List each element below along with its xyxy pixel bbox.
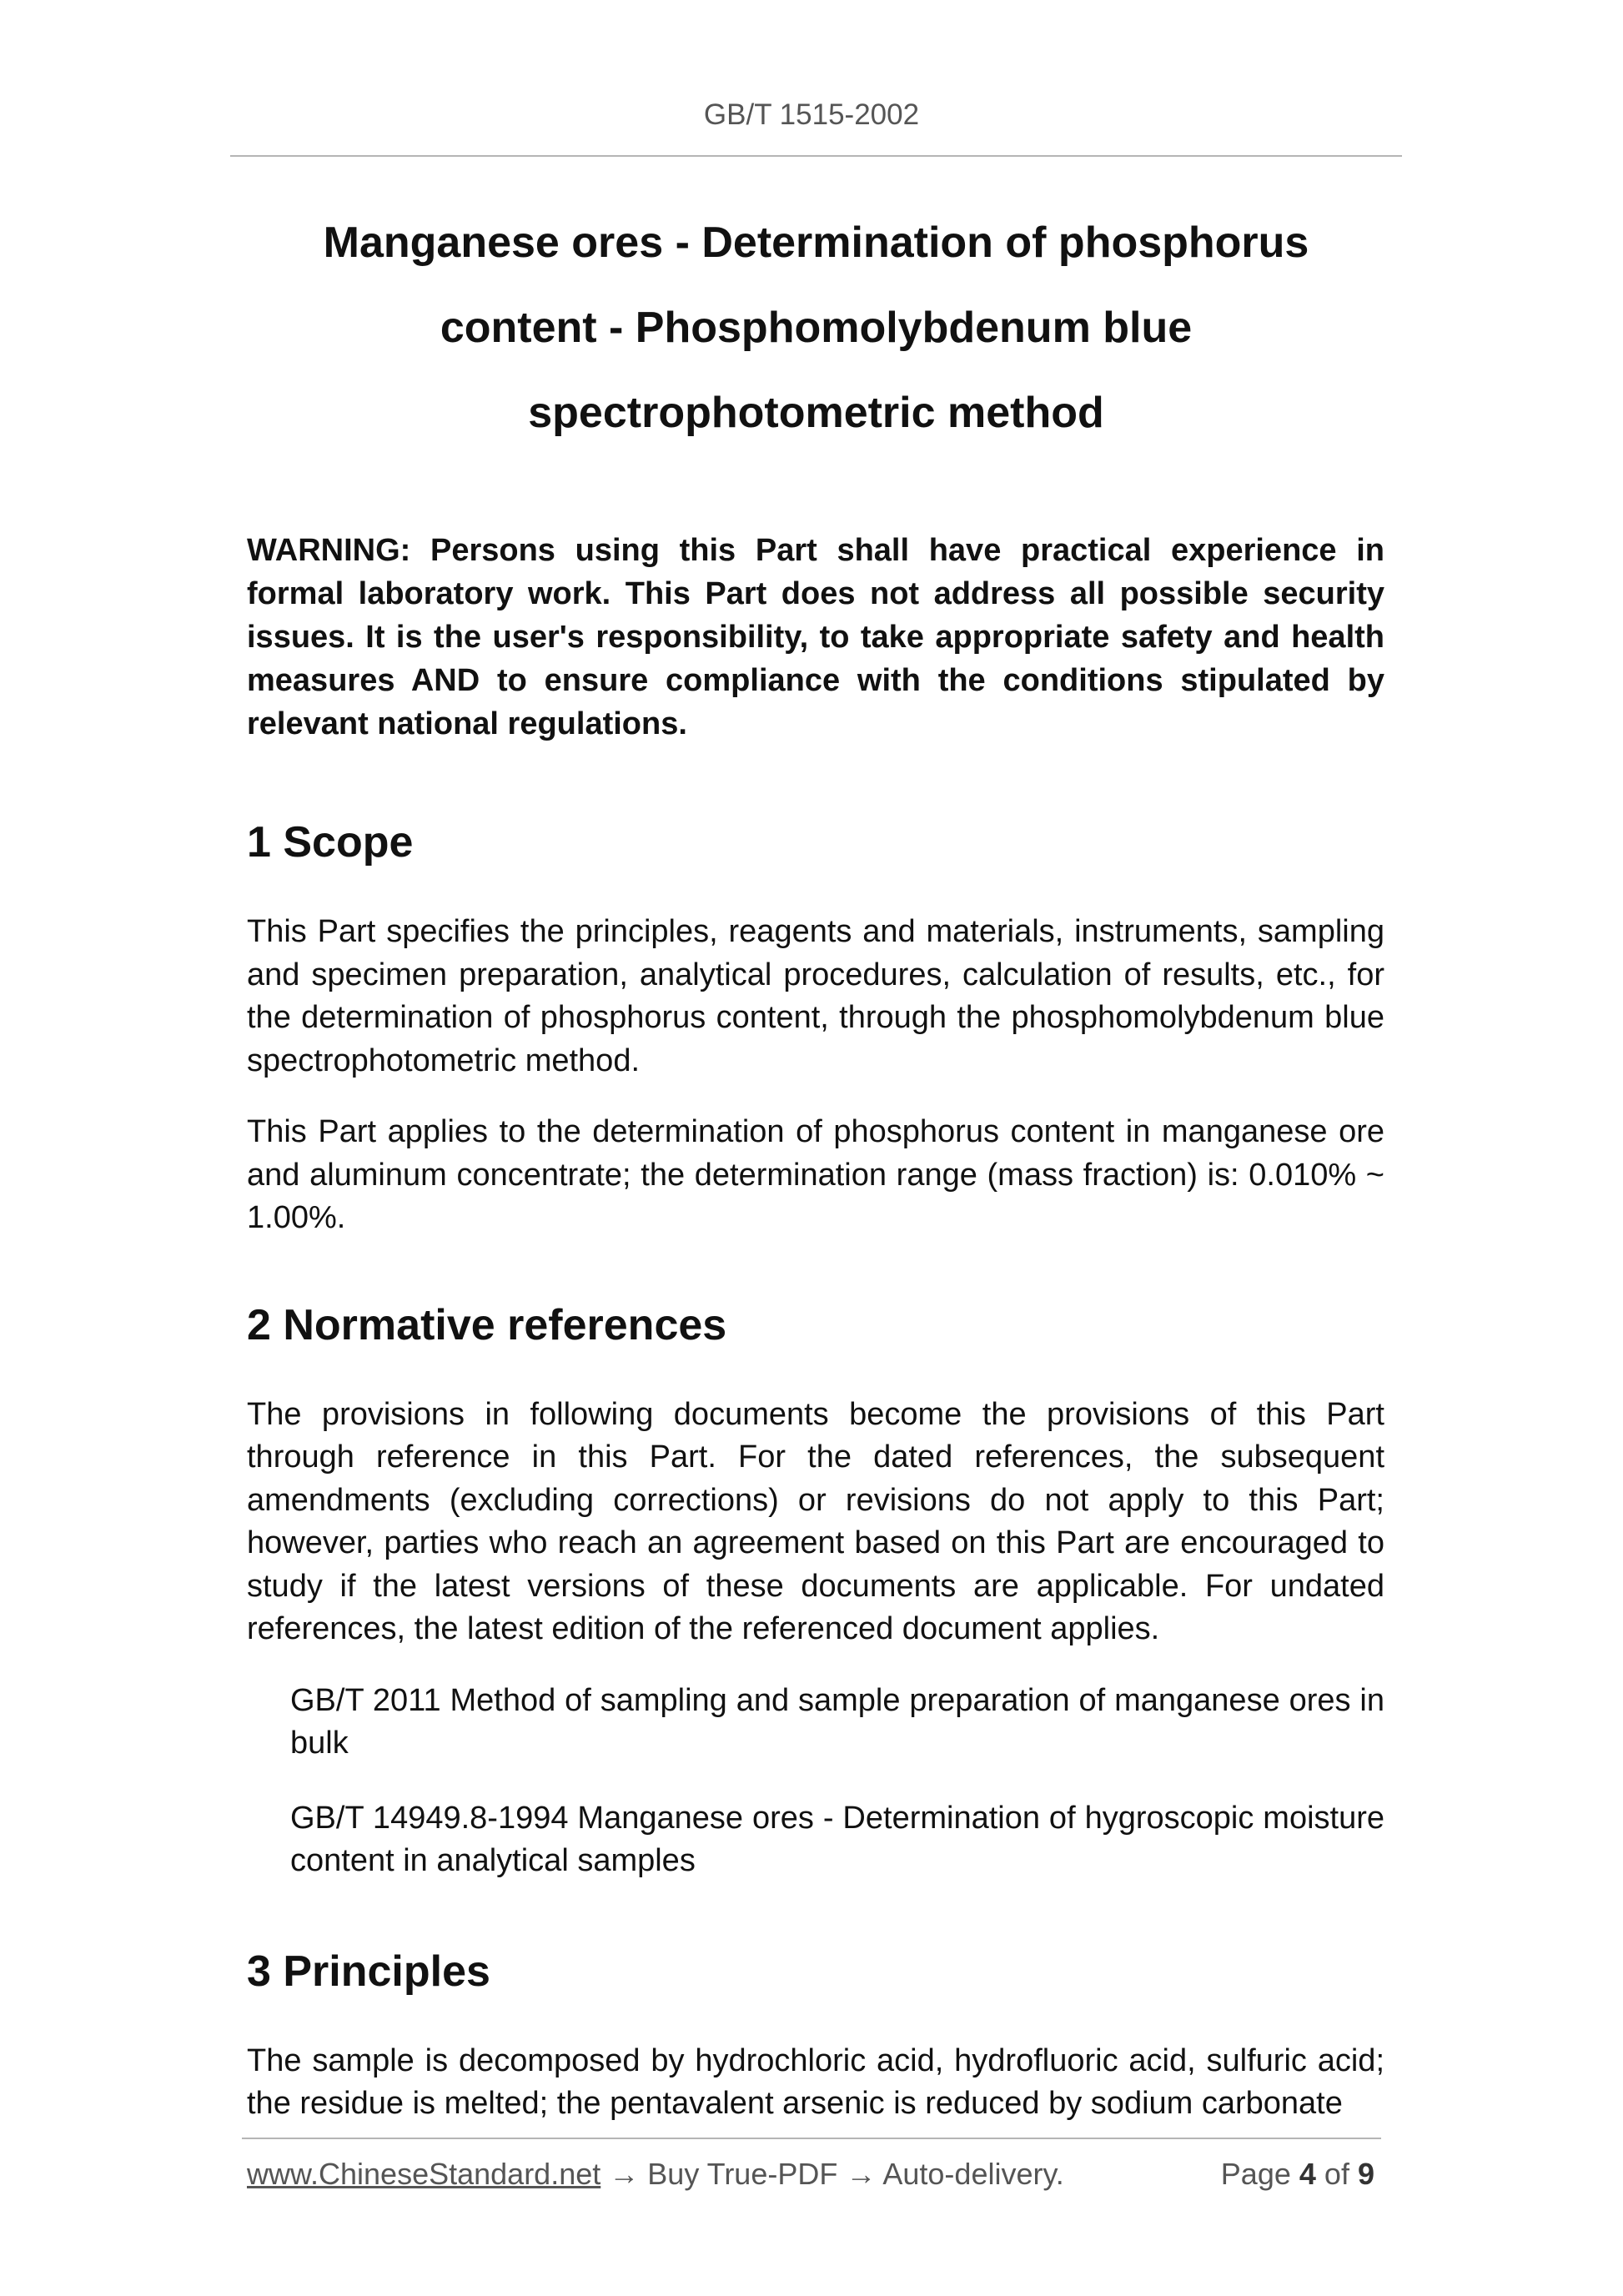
document-title-line-2: content - Phosphomolybdenum blue <box>440 304 1193 352</box>
page-label: Page <box>1220 2157 1291 2191</box>
footer-promo <box>247 2155 1064 2193</box>
document-title <box>230 200 1402 455</box>
arrow-icon: → <box>609 2157 640 2191</box>
section-heading-principles: 3 Principles <box>247 1947 490 1996</box>
normative-references-paragraph: The provisions in following documents become the provisions of this Part through reference in this Part. For the dated references, the subsequent amendments (excluding corrections) or revisions do not apply to this Part; however, parties who reach an agreement based on this Part are encouraged to study if the latest versions of these documents are applicable. For undated references, the latest edition of the referenced document applies. <box>247 1396 1384 1646</box>
page-indicator <box>1221 2155 1374 2193</box>
of-label: of <box>1324 2157 1349 2191</box>
safety-warning: WARNING: Persons using this Part shall have practical experience in formal laboratory work. This Part does not address all possible security issues. It is the user's responsibility, to take appropriate safety and health measures AND to ensure compliance with the conditions stipulated by relevant national regulations. <box>247 533 1384 741</box>
section-heading-scope: 1 Scope <box>247 818 414 867</box>
document-body <box>247 529 1384 2154</box>
scope-paragraph-1: This Part specifies the principles, reagents and materials, instruments, sampling and specimen preparation, analytical procedures, calculation of results, etc., for the determination of phosphorus content, through the phosphomolybdenum blue spectrophotometric method. <box>247 914 1384 1078</box>
header-divider <box>230 155 1402 157</box>
page-header-standard-code: GB/T 1515-2002 <box>703 98 920 131</box>
scope-paragraph-2: This Part applies to the determination of phosphorus content in manganese ore and aluminum concentrate; the determination range (mass fraction) is: 0.010% ~ 1.00%. <box>247 1114 1384 1235</box>
buy-true-pdf-text: Buy True-PDF <box>647 2157 838 2191</box>
principles-paragraph: The sample is decomposed by hydrochloric acid, hydrofluoric acid, sulfuric acid; the residue is melted; the pentavalent arsenic is reduced by sodium carbonate <box>247 2042 1384 2121</box>
footer-divider <box>242 2138 1381 2139</box>
document-title-line-1: Manganese ores - Determination of phosphorus <box>323 219 1309 267</box>
current-page-number: 4 <box>1299 2157 1316 2191</box>
reference-item-gbt-2011: GB/T 2011 Method of sampling and sample preparation of manganese ores in bulk <box>290 1682 1384 1761</box>
document-title-line-3: spectrophotometric method <box>528 389 1104 437</box>
total-page-count: 9 <box>1357 2157 1374 2191</box>
reference-item-gbt-14949: GB/T 14949.8-1994 Manganese ores - Determination of hygroscopic moisture content in analytical samples <box>290 1800 1384 1878</box>
section-heading-normative-references: 2 Normative references <box>247 1300 727 1349</box>
website-link[interactable]: www.ChineseStandard.net <box>247 2157 601 2191</box>
auto-delivery-text: Auto-delivery. <box>882 2157 1064 2191</box>
arrow-icon: → <box>846 2157 877 2191</box>
